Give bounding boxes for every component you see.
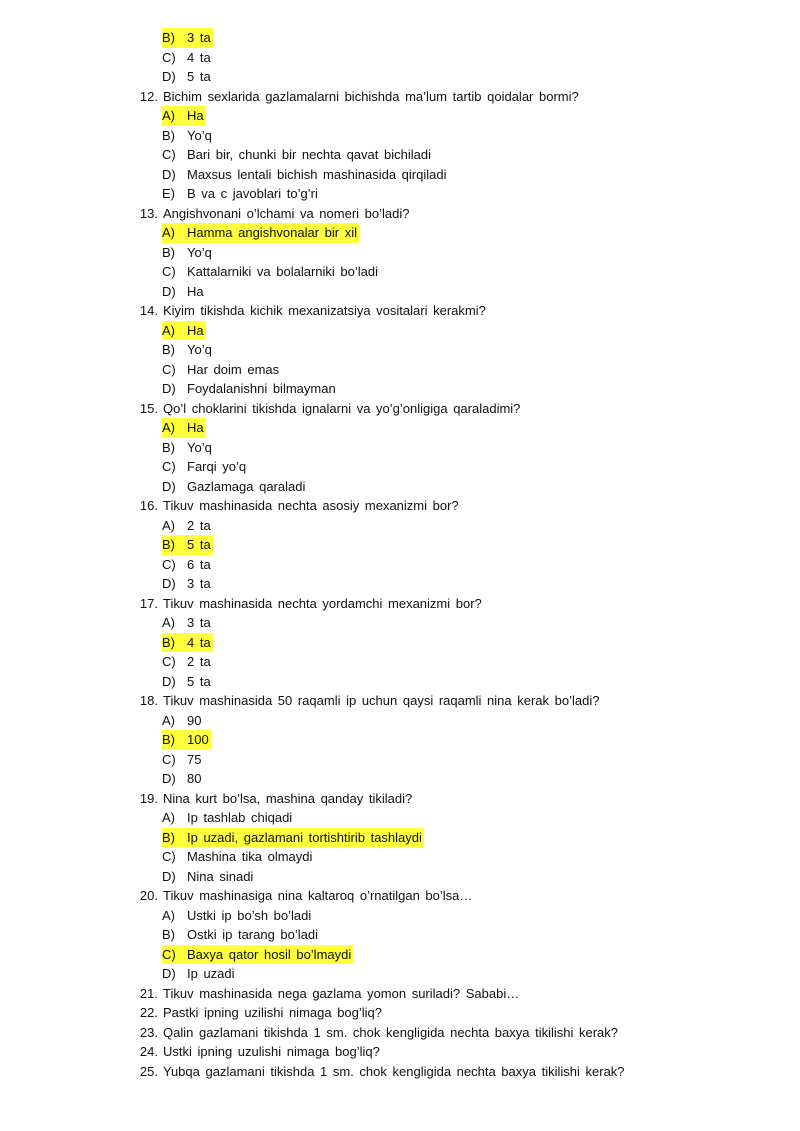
answer-option	[0, 48, 800, 68]
answer-option-body	[162, 379, 336, 399]
answer-option	[0, 769, 800, 789]
quiz-list	[0, 28, 800, 1081]
option-letter: A)	[162, 322, 175, 338]
option-text: Bari bir, chunki bir nechta qavat bichiladi	[187, 147, 431, 162]
option-letter: D)	[162, 283, 176, 299]
option-letter: C)	[162, 849, 176, 864]
answer-option	[0, 672, 800, 692]
option-letter: A)	[162, 615, 175, 630]
option-text: 3 ta	[187, 615, 211, 630]
answer-option-body	[162, 477, 305, 497]
option-text: Ip tashlab chiqadi	[187, 810, 293, 825]
option-text: 3 ta	[187, 30, 211, 45]
question-text: Angishvonani o’lchami va nomeri bo’ladi?	[163, 205, 410, 221]
answer-option	[0, 360, 800, 380]
option-text: Mashina tika olmaydi	[187, 849, 313, 864]
option-text: Yo’q	[187, 127, 212, 143]
option-text: Hamma angishvonalar bir xil	[187, 225, 358, 240]
answer-option-body	[162, 165, 446, 185]
answer-option-body	[162, 925, 318, 945]
correct-answer-highlight	[162, 828, 424, 848]
option-text: Gazlamaga qaraladi	[187, 478, 306, 494]
option-text: 5 ta	[187, 673, 211, 689]
option-text: 100	[187, 732, 209, 747]
option-letter: B)	[162, 127, 175, 143]
answer-option-body	[162, 555, 211, 575]
answer-option	[0, 184, 800, 204]
answer-option	[0, 165, 800, 185]
question-number: 21.	[139, 985, 158, 1001]
answer-option-body	[162, 613, 211, 633]
answer-option	[0, 321, 800, 341]
correct-answer-highlight	[162, 321, 206, 341]
option-letter: A)	[162, 810, 175, 825]
option-letter: D)	[162, 381, 176, 396]
question-line	[0, 1042, 800, 1062]
option-letter: A)	[162, 907, 175, 923]
option-text: Kattalarniki va bolalarniki bo’ladi	[187, 264, 378, 279]
option-text: Yo’q	[187, 244, 212, 260]
option-letter: D)	[162, 868, 176, 884]
question-number: 25.	[139, 1063, 158, 1079]
answer-option	[0, 828, 800, 848]
option-text: 6 ta	[187, 556, 211, 572]
question-line	[0, 594, 800, 614]
option-text: Baxya qator hosil bo’lmaydi	[187, 946, 352, 962]
answer-option	[0, 750, 800, 770]
answer-option-body	[162, 672, 211, 692]
answer-option	[0, 106, 800, 126]
question-text: Tikuv mashinasida nega gazlama yomon suriladi? Sababi…	[163, 985, 520, 1001]
correct-answer-highlight	[162, 106, 206, 126]
answer-option	[0, 262, 800, 282]
option-letter: D)	[162, 166, 176, 182]
question-number: 17.	[139, 595, 158, 611]
option-letter: C)	[162, 556, 176, 572]
answer-option	[0, 867, 800, 887]
option-text: Nina sinadi	[187, 868, 254, 884]
question-number: 15.	[139, 400, 158, 416]
question-number: 22.	[139, 1005, 158, 1020]
option-text: 5 ta	[187, 69, 211, 84]
option-text: 3 ta	[187, 576, 211, 591]
option-letter: D)	[162, 69, 176, 84]
answer-option-body	[162, 652, 211, 672]
option-text: B va c javoblari to’g’ri	[187, 186, 318, 201]
answer-option-body	[162, 126, 212, 146]
question-line	[0, 1062, 800, 1082]
option-letter: B)	[162, 634, 175, 650]
option-letter: C)	[162, 459, 176, 474]
option-letter: C)	[162, 654, 176, 669]
option-letter: A)	[162, 108, 175, 123]
option-text: Ip uzadi, gazlamani tortishtirib tashlaydi	[187, 829, 422, 845]
question-text: Kiyim tikishda kichik mexanizatsiya vositalari kerakmi?	[163, 303, 486, 318]
answer-option-body	[162, 574, 211, 594]
option-text: 4 ta	[187, 49, 211, 65]
option-letter: A)	[162, 420, 175, 435]
correct-answer-highlight	[162, 418, 206, 438]
option-letter: D)	[162, 966, 176, 981]
answer-option-body	[162, 964, 235, 984]
option-text: 75	[187, 751, 202, 767]
option-letter: C)	[162, 264, 176, 279]
answer-option-body	[162, 360, 279, 380]
question-line	[0, 204, 800, 224]
option-text: 2 ta	[187, 517, 211, 533]
question-number: 19.	[139, 790, 158, 806]
option-letter: B)	[162, 927, 175, 942]
option-text: 5 ta	[187, 537, 211, 552]
answer-option-body	[162, 243, 212, 263]
option-letter: B)	[162, 829, 175, 845]
correct-answer-highlight	[162, 535, 213, 555]
answer-option	[0, 711, 800, 731]
question-number: 18.	[139, 693, 158, 708]
answer-option	[0, 964, 800, 984]
question-line	[0, 301, 800, 321]
answer-option-body	[162, 750, 201, 770]
question-text: Bichim sexlarida gazlamalarni bichishda ma’lum tartib qoidalar bormi?	[163, 88, 579, 104]
answer-option	[0, 126, 800, 146]
answer-option-body	[162, 847, 312, 867]
question-text: Tikuv mashinasiga nina kaltaroq o’rnatilgan bo’lsa…	[163, 888, 473, 903]
answer-option	[0, 457, 800, 477]
option-text: Maxsus lentali bichish mashinasida qirqiladi	[187, 166, 447, 182]
question-text: Qalin gazlamani tikishda 1 sm. chok kengligida nechta baxya tikilishi kerak?	[163, 1024, 618, 1040]
question-line	[0, 691, 800, 711]
option-text: 80	[187, 771, 202, 786]
correct-answer-highlight	[162, 945, 353, 965]
question-text: Ustki ipning uzulishi nimaga bog’liq?	[163, 1044, 380, 1059]
correct-answer-highlight	[162, 730, 211, 750]
question-line	[0, 87, 800, 107]
correct-answer-highlight	[162, 28, 213, 48]
answer-option	[0, 516, 800, 536]
answer-option	[0, 808, 800, 828]
option-text: Ha	[187, 322, 204, 338]
question-text: Qo’l choklarini tikishda ignalarni va yo’g’onligiga qaraladimi?	[163, 400, 521, 416]
answer-option	[0, 730, 800, 750]
option-text: 4 ta	[187, 634, 211, 650]
question-line	[0, 496, 800, 516]
answer-option-body	[162, 340, 212, 360]
answer-option	[0, 340, 800, 360]
option-letter: C)	[162, 147, 176, 162]
answer-option	[0, 633, 800, 653]
question-line	[0, 984, 800, 1004]
answer-option-body	[162, 438, 212, 458]
answer-option	[0, 243, 800, 263]
answer-option	[0, 906, 800, 926]
option-letter: B)	[162, 30, 175, 45]
answer-option-body	[162, 67, 211, 87]
question-number: 13.	[139, 205, 158, 221]
question-text: Tikuv mashinasida nechta yordamchi mexanizmi bor?	[163, 595, 482, 611]
question-number: 24.	[139, 1044, 158, 1059]
option-letter: B)	[162, 439, 175, 455]
question-number: 16.	[139, 498, 158, 513]
answer-option	[0, 438, 800, 458]
answer-option	[0, 145, 800, 165]
answer-option	[0, 535, 800, 555]
option-letter: A)	[162, 712, 175, 728]
option-text: Yo’q	[187, 342, 212, 357]
option-text: Ip uzadi	[187, 966, 235, 981]
answer-option-body	[162, 48, 211, 68]
question-text: Tikuv mashinasida 50 raqamli ip uchun qaysi raqamli nina kerak bo’ladi?	[163, 693, 600, 708]
answer-option-body	[162, 145, 431, 165]
option-text: Yo’q	[187, 439, 212, 455]
option-letter: D)	[162, 576, 176, 591]
answer-option	[0, 652, 800, 672]
option-letter: B)	[162, 244, 175, 260]
option-text: Ustki ip bo’sh bo’ladi	[187, 907, 312, 923]
correct-answer-highlight	[162, 633, 213, 653]
correct-answer-highlight	[162, 223, 359, 243]
answer-option	[0, 282, 800, 302]
option-text: Ha	[187, 283, 204, 299]
option-text: 2 ta	[187, 654, 211, 669]
question-number: 23.	[139, 1024, 158, 1040]
answer-option-body	[162, 457, 246, 477]
answer-option	[0, 28, 800, 48]
question-line	[0, 399, 800, 419]
option-letter: C)	[162, 361, 176, 377]
answer-option-body	[162, 516, 211, 536]
option-letter: B)	[162, 732, 175, 747]
option-text: Foydalanishni bilmayman	[187, 381, 336, 396]
option-text: 90	[187, 712, 202, 728]
answer-option-body	[162, 906, 311, 926]
answer-option	[0, 925, 800, 945]
answer-option	[0, 67, 800, 87]
answer-option-body	[162, 867, 253, 887]
answer-option	[0, 847, 800, 867]
question-number: 20.	[139, 888, 158, 903]
answer-option-body	[162, 262, 378, 282]
answer-option	[0, 613, 800, 633]
question-line	[0, 789, 800, 809]
question-text: Nina kurt bo’lsa, mashina qanday tikiladi?	[163, 790, 413, 806]
question-line	[0, 1023, 800, 1043]
answer-option	[0, 574, 800, 594]
answer-option-body	[162, 769, 201, 789]
question-line	[0, 886, 800, 906]
option-letter: A)	[162, 517, 175, 533]
question-number: 12.	[139, 88, 158, 104]
answer-option-body	[162, 184, 318, 204]
question-number: 14.	[139, 303, 158, 318]
option-letter: B)	[162, 342, 175, 357]
option-letter: A)	[162, 225, 175, 240]
question-text: Tikuv mashinasida nechta asosiy mexanizmi bor?	[163, 498, 459, 513]
option-letter: D)	[162, 771, 176, 786]
answer-option-body	[162, 808, 292, 828]
option-letter: C)	[162, 49, 176, 65]
option-text: Ostki ip tarang bo’ladi	[187, 927, 319, 942]
answer-option	[0, 223, 800, 243]
question-line	[0, 1003, 800, 1023]
option-letter: E)	[162, 186, 175, 201]
option-letter: D)	[162, 478, 176, 494]
question-text: Yubqa gazlamani tikishda 1 sm. chok kengligida nechta baxya tikilishi kerak?	[163, 1063, 625, 1079]
option-text: Har doim emas	[187, 361, 280, 377]
option-text: Farqi yo’q	[187, 459, 247, 474]
answer-option-body	[162, 711, 201, 731]
option-letter: B)	[162, 537, 175, 552]
answer-option	[0, 555, 800, 575]
answer-option	[0, 379, 800, 399]
answer-option-body	[162, 282, 204, 302]
option-text: Ha	[187, 420, 204, 435]
option-letter: C)	[162, 751, 176, 767]
question-text: Pastki ipning uzilishi nimaga bog’liq?	[163, 1005, 383, 1020]
option-letter: C)	[162, 946, 176, 962]
option-letter: D)	[162, 673, 176, 689]
option-text: Ha	[187, 108, 204, 123]
answer-option	[0, 477, 800, 497]
answer-option	[0, 945, 800, 965]
answer-option	[0, 418, 800, 438]
